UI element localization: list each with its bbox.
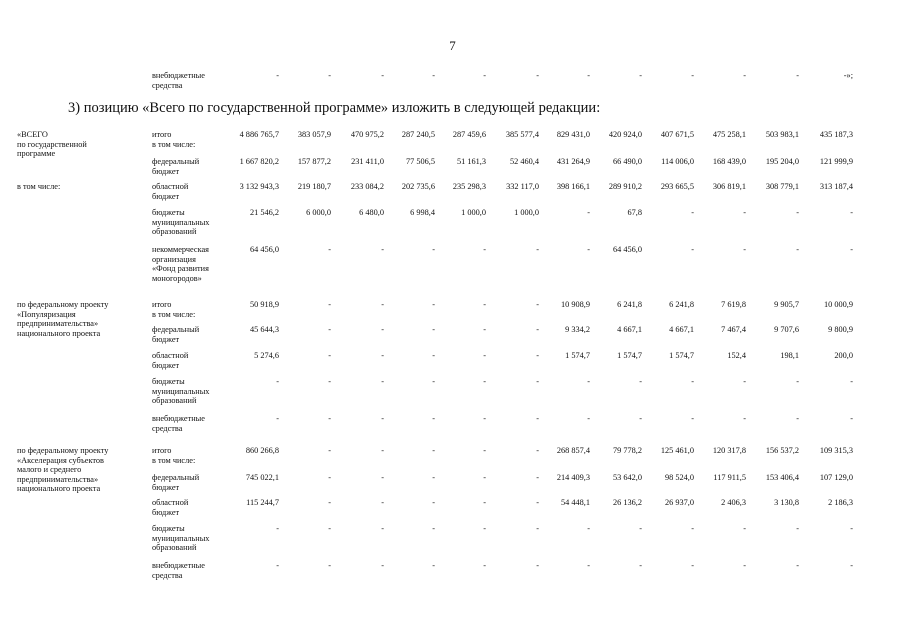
value-cell: 202 735,6 xyxy=(401,182,435,191)
value-cell: 156 537,2 xyxy=(765,446,799,455)
value-cell: - xyxy=(276,561,279,570)
value-cell: 50 918,9 xyxy=(249,300,279,309)
value-cell: 10 908,9 xyxy=(560,300,590,309)
value-cell: 2 406,3 xyxy=(721,498,746,507)
value-cell: 153 406,4 xyxy=(765,473,799,482)
value-cell: 745 022,1 xyxy=(245,473,279,482)
value-cell: 64 456,0 xyxy=(612,245,642,254)
funding-source-cell: внебюджетные средства xyxy=(152,561,205,580)
value-cell: - xyxy=(483,245,486,254)
program-cell: по федеральному проекту «Акселерация субъектов малого и среднего предпринимательства» национального проекта xyxy=(17,446,109,494)
value-cell: - xyxy=(587,71,590,80)
value-cell: - xyxy=(536,377,539,386)
value-cell: - xyxy=(276,71,279,80)
value-cell: 115 244,7 xyxy=(246,498,279,507)
value-cell: 3 130,8 xyxy=(774,498,799,507)
value-cell: - xyxy=(328,498,331,507)
value-cell: - xyxy=(432,561,435,570)
value-cell: - xyxy=(850,561,853,570)
value-cell: - xyxy=(483,325,486,334)
value-cell: 313 187,4 xyxy=(819,182,853,191)
value-cell: 5 274,6 xyxy=(254,351,279,360)
value-cell: - xyxy=(432,325,435,334)
value-cell: - xyxy=(587,414,590,423)
value-cell: 1 574,7 xyxy=(617,351,642,360)
program-cell: «ВСЕГО по государственной программе xyxy=(17,130,87,159)
value-cell: 7 467,4 xyxy=(721,325,746,334)
value-cell: 21 546,2 xyxy=(249,208,279,217)
value-cell: 1 574,7 xyxy=(669,351,694,360)
value-cell: 26 136,2 xyxy=(612,498,642,507)
value-cell: - xyxy=(691,245,694,254)
funding-source-cell: внебюджетные средства xyxy=(152,71,205,90)
value-cell: - xyxy=(536,561,539,570)
funding-source-cell: федеральный бюджет xyxy=(152,325,200,344)
value-cell: - xyxy=(483,300,486,309)
value-cell: 45 644,3 xyxy=(249,325,279,334)
value-cell: 289 910,2 xyxy=(608,182,642,191)
value-cell: - xyxy=(536,524,539,533)
value-cell: - xyxy=(691,377,694,386)
value-cell: 114 006,0 xyxy=(661,157,694,166)
value-cell: 219 180,7 xyxy=(297,182,331,191)
value-cell: - xyxy=(743,245,746,254)
value-cell: 67,8 xyxy=(627,208,642,217)
value-cell: - xyxy=(381,473,384,482)
funding-source-cell: некоммерческая организация «Фонд развития моногородов» xyxy=(152,245,209,283)
value-cell: 120 317,8 xyxy=(712,446,746,455)
value-cell: - xyxy=(796,524,799,533)
value-cell: - xyxy=(796,377,799,386)
funding-source-cell: итого в том числе: xyxy=(152,446,196,465)
value-cell: - xyxy=(587,245,590,254)
value-cell: 152,4 xyxy=(727,351,746,360)
value-cell: - xyxy=(381,71,384,80)
value-cell: 860 266,8 xyxy=(245,446,279,455)
funding-source-cell: областной бюджет xyxy=(152,498,189,517)
funding-source-cell: областной бюджет xyxy=(152,351,189,370)
value-cell: 1 000,0 xyxy=(461,208,486,217)
value-cell: - xyxy=(483,524,486,533)
value-cell: - xyxy=(328,446,331,455)
value-cell: 293 665,5 xyxy=(660,182,694,191)
value-cell: - xyxy=(432,351,435,360)
value-cell: - xyxy=(432,414,435,423)
value-cell: - xyxy=(536,245,539,254)
value-cell: - xyxy=(743,524,746,533)
value-cell: - xyxy=(850,377,853,386)
value-cell: 9 707,6 xyxy=(774,325,799,334)
value-cell: - xyxy=(536,473,539,482)
value-cell: 66 490,0 xyxy=(612,157,642,166)
value-cell: 4 886 765,7 xyxy=(239,130,279,139)
value-cell: - xyxy=(639,377,642,386)
instruction-text: 3) позицию «Всего по государственной программе» изложить в следующей редакции: xyxy=(68,100,601,116)
value-cell: - xyxy=(328,245,331,254)
value-cell: 7 619,8 xyxy=(721,300,746,309)
value-cell: - xyxy=(850,208,853,217)
value-cell: - xyxy=(381,351,384,360)
value-cell: - xyxy=(691,524,694,533)
value-cell: - xyxy=(381,325,384,334)
value-cell: - xyxy=(743,71,746,80)
value-cell: - xyxy=(483,71,486,80)
value-cell: - xyxy=(850,245,853,254)
value-cell: - xyxy=(381,498,384,507)
value-cell: 306 819,1 xyxy=(712,182,746,191)
value-cell: - xyxy=(483,473,486,482)
funding-source-cell: внебюджетные средства xyxy=(152,414,205,433)
value-cell: 79 778,2 xyxy=(612,446,642,455)
funding-source-cell: федеральный бюджет xyxy=(152,473,200,492)
value-cell: 435 187,3 xyxy=(819,130,853,139)
value-cell: 233 084,2 xyxy=(350,182,384,191)
value-cell: - xyxy=(432,245,435,254)
value-cell: 157 877,2 xyxy=(297,157,331,166)
value-cell: - xyxy=(432,71,435,80)
page-number: 7 xyxy=(449,38,456,53)
value-cell: - xyxy=(536,414,539,423)
value-cell: - xyxy=(796,208,799,217)
value-cell: 231 411,0 xyxy=(351,157,384,166)
value-cell: 470 975,2 xyxy=(350,130,384,139)
funding-source-cell: областной бюджет xyxy=(152,182,189,201)
funding-source-cell: бюджеты муниципальных образований xyxy=(152,377,210,406)
value-cell: 52 460,4 xyxy=(509,157,539,166)
value-cell: - xyxy=(483,446,486,455)
value-cell: 6 998,4 xyxy=(410,208,435,217)
value-cell: 475 258,1 xyxy=(712,130,746,139)
value-cell: 53 642,0 xyxy=(612,473,642,482)
value-cell: - xyxy=(276,524,279,533)
value-cell: - xyxy=(328,325,331,334)
value-cell: 9 334,2 xyxy=(565,325,590,334)
value-cell: 54 448,1 xyxy=(560,498,590,507)
value-cell: - xyxy=(328,351,331,360)
value-cell: 407 671,5 xyxy=(660,130,694,139)
value-cell: 117 911,5 xyxy=(713,473,746,482)
value-cell: 383 057,9 xyxy=(297,130,331,139)
value-cell: - xyxy=(639,561,642,570)
value-cell: 6 480,0 xyxy=(359,208,384,217)
value-cell: - xyxy=(796,414,799,423)
value-cell: - xyxy=(850,414,853,423)
value-cell: 431 264,9 xyxy=(556,157,590,166)
value-cell: 10 000,9 xyxy=(823,300,853,309)
value-cell: - xyxy=(328,561,331,570)
funding-source-cell: бюджеты муниципальных образований xyxy=(152,208,210,237)
value-cell: - xyxy=(328,377,331,386)
value-cell: - xyxy=(483,351,486,360)
value-cell: - xyxy=(587,208,590,217)
value-cell: - xyxy=(796,561,799,570)
value-cell: 195 204,0 xyxy=(765,157,799,166)
value-cell: - xyxy=(536,446,539,455)
value-cell: 332 117,0 xyxy=(506,182,539,191)
value-cell: - xyxy=(536,498,539,507)
value-cell: - xyxy=(536,300,539,309)
value-cell: - xyxy=(328,524,331,533)
value-cell: - xyxy=(691,414,694,423)
value-cell: - xyxy=(796,71,799,80)
value-cell: - xyxy=(587,561,590,570)
value-cell: - xyxy=(483,498,486,507)
value-cell: - xyxy=(743,414,746,423)
value-cell: - xyxy=(328,300,331,309)
value-cell: - xyxy=(483,414,486,423)
value-cell: 287 459,6 xyxy=(452,130,486,139)
value-cell: - xyxy=(483,561,486,570)
value-cell: 121 999,9 xyxy=(819,157,853,166)
value-cell: - xyxy=(432,300,435,309)
value-cell: 6 241,8 xyxy=(669,300,694,309)
value-cell: - xyxy=(691,71,694,80)
value-cell: - xyxy=(743,208,746,217)
value-cell: 420 924,0 xyxy=(608,130,642,139)
value-cell: 6 241,8 xyxy=(617,300,642,309)
value-cell: 829 431,0 xyxy=(556,130,590,139)
value-cell: - xyxy=(796,245,799,254)
value-cell: 1 667 820,2 xyxy=(239,157,279,166)
value-cell: 200,0 xyxy=(834,351,853,360)
value-cell: 6 000,0 xyxy=(306,208,331,217)
value-cell: 287 240,5 xyxy=(401,130,435,139)
value-cell: 4 667,1 xyxy=(669,325,694,334)
value-cell: 168 439,0 xyxy=(712,157,746,166)
value-cell: 1 574,7 xyxy=(565,351,590,360)
value-cell: - xyxy=(639,71,642,80)
value-cell: - xyxy=(639,524,642,533)
value-cell: 26 937,0 xyxy=(664,498,694,507)
value-cell: - xyxy=(743,377,746,386)
value-cell: - xyxy=(328,473,331,482)
value-cell: - xyxy=(850,524,853,533)
value-cell: 308 779,1 xyxy=(765,182,799,191)
value-cell: 77 506,5 xyxy=(405,157,435,166)
value-cell: 107 129,0 xyxy=(819,473,853,482)
value-cell: - xyxy=(276,377,279,386)
value-cell: - xyxy=(381,524,384,533)
value-cell: - xyxy=(536,71,539,80)
value-cell: -»; xyxy=(843,71,853,80)
value-cell: 398 166,1 xyxy=(556,182,590,191)
value-cell: - xyxy=(639,414,642,423)
value-cell: - xyxy=(743,561,746,570)
value-cell: - xyxy=(381,245,384,254)
value-cell: - xyxy=(691,208,694,217)
funding-source-cell: итого в том числе: xyxy=(152,130,196,149)
funding-source-cell: бюджеты муниципальных образований xyxy=(152,524,210,553)
program-cell: по федеральному проекту «Популяризация предпринимательства» национального проекта xyxy=(17,300,109,338)
value-cell: 4 667,1 xyxy=(617,325,642,334)
value-cell: 109 315,3 xyxy=(819,446,853,455)
value-cell: - xyxy=(381,300,384,309)
value-cell: 235 298,3 xyxy=(452,182,486,191)
value-cell: - xyxy=(432,377,435,386)
value-cell: 214 409,3 xyxy=(556,473,590,482)
value-cell: - xyxy=(536,351,539,360)
value-cell: - xyxy=(328,414,331,423)
value-cell: - xyxy=(381,414,384,423)
funding-source-cell: итого в том числе: xyxy=(152,300,196,319)
value-cell: 9 905,7 xyxy=(774,300,799,309)
funding-source-cell: федеральный бюджет xyxy=(152,157,200,176)
value-cell: 198,1 xyxy=(780,351,799,360)
value-cell: - xyxy=(381,446,384,455)
value-cell: - xyxy=(381,377,384,386)
program-cell: в том числе: xyxy=(17,182,61,191)
value-cell: 268 857,4 xyxy=(556,446,590,455)
value-cell: - xyxy=(691,561,694,570)
value-cell: 51 161,3 xyxy=(456,157,486,166)
value-cell: 3 132 943,3 xyxy=(239,182,279,191)
value-cell: - xyxy=(432,473,435,482)
value-cell: 503 983,1 xyxy=(765,130,799,139)
value-cell: - xyxy=(432,498,435,507)
value-cell: - xyxy=(381,561,384,570)
value-cell: 64 456,0 xyxy=(249,245,279,254)
value-cell: 1 000,0 xyxy=(514,208,539,217)
value-cell: 9 800,9 xyxy=(828,325,853,334)
value-cell: 2 186,3 xyxy=(828,498,853,507)
value-cell: - xyxy=(483,377,486,386)
value-cell: - xyxy=(587,524,590,533)
value-cell: 385 577,4 xyxy=(505,130,539,139)
value-cell: - xyxy=(276,414,279,423)
value-cell: - xyxy=(432,446,435,455)
value-cell: 125 461,0 xyxy=(660,446,694,455)
value-cell: - xyxy=(536,325,539,334)
value-cell: - xyxy=(587,377,590,386)
value-cell: - xyxy=(432,524,435,533)
value-cell: - xyxy=(328,71,331,80)
value-cell: 98 524,0 xyxy=(664,473,694,482)
